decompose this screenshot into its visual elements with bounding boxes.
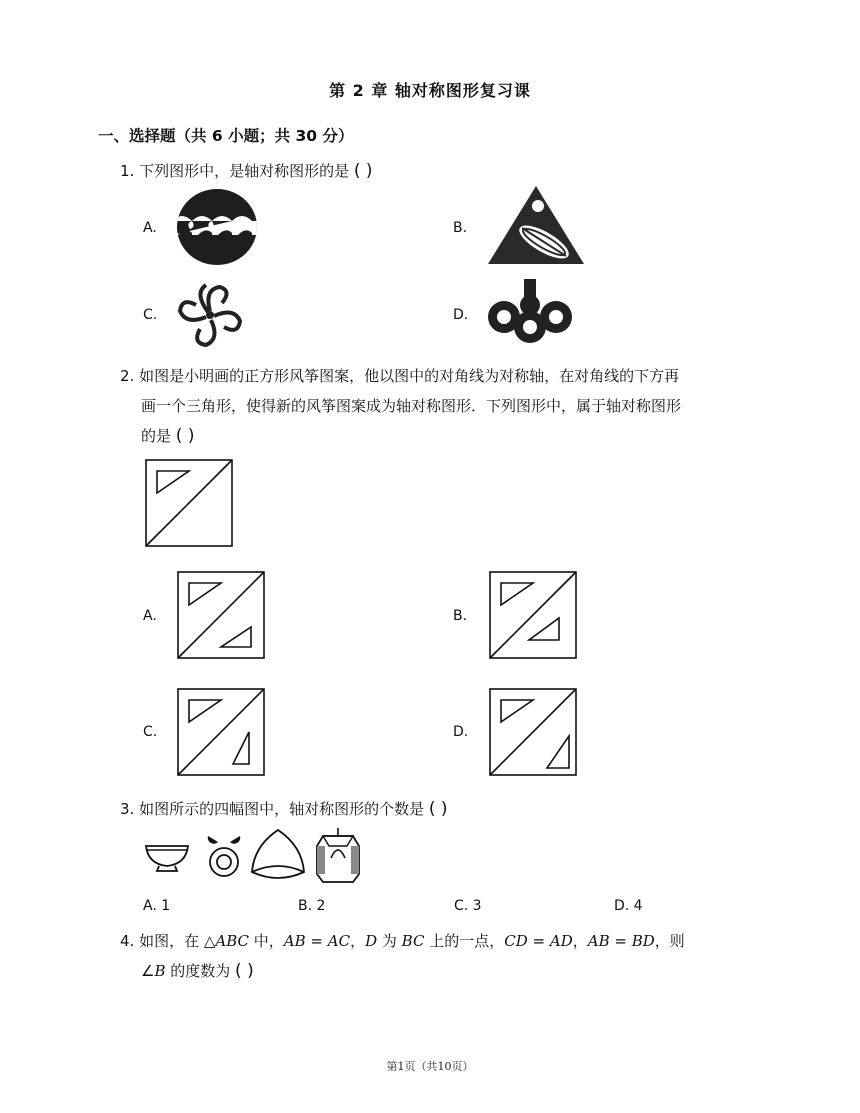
- text-rest: 上的一点，: [424, 932, 505, 950]
- kite-option-c-figure: [177, 688, 265, 776]
- option-b-label: B.: [453, 220, 468, 236]
- math-ab: AB: [283, 932, 306, 950]
- option-a-label: A.: [143, 220, 157, 236]
- answer-blank: ( ): [428, 799, 448, 819]
- math-b: B: [154, 962, 166, 980]
- triangle-ellipse-figure: [484, 184, 586, 268]
- three-ring-figure: [484, 277, 580, 351]
- hexagon-box-figure: [315, 828, 361, 884]
- math-cd: CD: [504, 932, 528, 950]
- question-3-text: 3. 如图所示的四幅图中，轴对称图形的个数是: [120, 800, 425, 818]
- math-ad: AD: [549, 932, 573, 950]
- option-c-label: C.: [143, 307, 158, 323]
- bowl-figure: [142, 838, 192, 872]
- question-1-stem: [120, 160, 373, 181]
- text-ze: ，则: [654, 932, 685, 950]
- option-d-label: D.: [453, 724, 469, 740]
- question-4-line-1: [120, 930, 685, 951]
- option-b-label: B. 2: [298, 898, 326, 914]
- math-bc: BC: [401, 932, 425, 950]
- circles-figure: [204, 830, 244, 880]
- kite-reference-figure: [145, 459, 233, 547]
- kite-option-d-figure: [489, 688, 577, 776]
- question-4-text-end: 的度数为: [165, 962, 231, 980]
- angle-symbol: ∠: [141, 962, 155, 980]
- question-2-line-2: 画一个三角形，使得新的风筝图案成为轴对称图形．下列图形中，属于轴对称图形: [141, 397, 682, 415]
- math-eq: =: [305, 932, 328, 950]
- option-d-label: D. 4: [614, 898, 643, 914]
- math-eq: =: [527, 932, 550, 950]
- answer-blank: ( ): [353, 161, 373, 181]
- question-2-line-3: [141, 425, 194, 446]
- wave-circle-figure: [172, 187, 262, 267]
- option-c-label: C. 3: [454, 898, 482, 914]
- option-c-label: C.: [143, 724, 158, 740]
- question-2-text-end: 的是: [141, 427, 172, 445]
- math-d: D: [365, 932, 378, 950]
- option-a-label: A.: [143, 608, 157, 624]
- question-1-text: 1. 下列图形中，是轴对称图形的是: [120, 162, 350, 180]
- option-a-label: A. 1: [143, 898, 171, 914]
- math-eq: =: [609, 932, 632, 950]
- answer-blank: ( ): [235, 961, 254, 981]
- section-heading: 一、选择题（共 6 小题；共 30 分）: [98, 127, 354, 145]
- kite-option-a-figure: [177, 571, 265, 659]
- text-zhong: 中，: [249, 932, 284, 950]
- question-4-line-2: [141, 960, 254, 981]
- math-abc: ABC: [215, 932, 250, 950]
- page-footer: 第1页（共10页）: [386, 1060, 474, 1073]
- page-title: 第 2 章 轴对称图形复习课: [329, 81, 531, 100]
- text-comma: ，: [350, 932, 366, 950]
- text-comma: ，: [572, 932, 588, 950]
- kite-option-b-figure: [489, 571, 577, 659]
- answer-blank: ( ): [175, 426, 195, 446]
- math-ab: AB: [587, 932, 610, 950]
- question-2-line-1: 2. 如图是小明画的正方形风筝图案，他以图中的对角线为对称轴，在对角线的下方再: [120, 367, 680, 385]
- math-ac: AC: [327, 932, 351, 950]
- question-4-prefix: 4. 如图，在 △: [120, 932, 216, 950]
- curved-triangle-figure: [250, 828, 306, 882]
- math-bd: BD: [631, 932, 655, 950]
- question-3-stem: [120, 798, 448, 819]
- option-b-label: B.: [453, 608, 468, 624]
- text-wei: 为: [377, 932, 402, 950]
- pinwheel-flower-figure: [170, 282, 250, 348]
- option-d-label: D.: [453, 307, 469, 323]
